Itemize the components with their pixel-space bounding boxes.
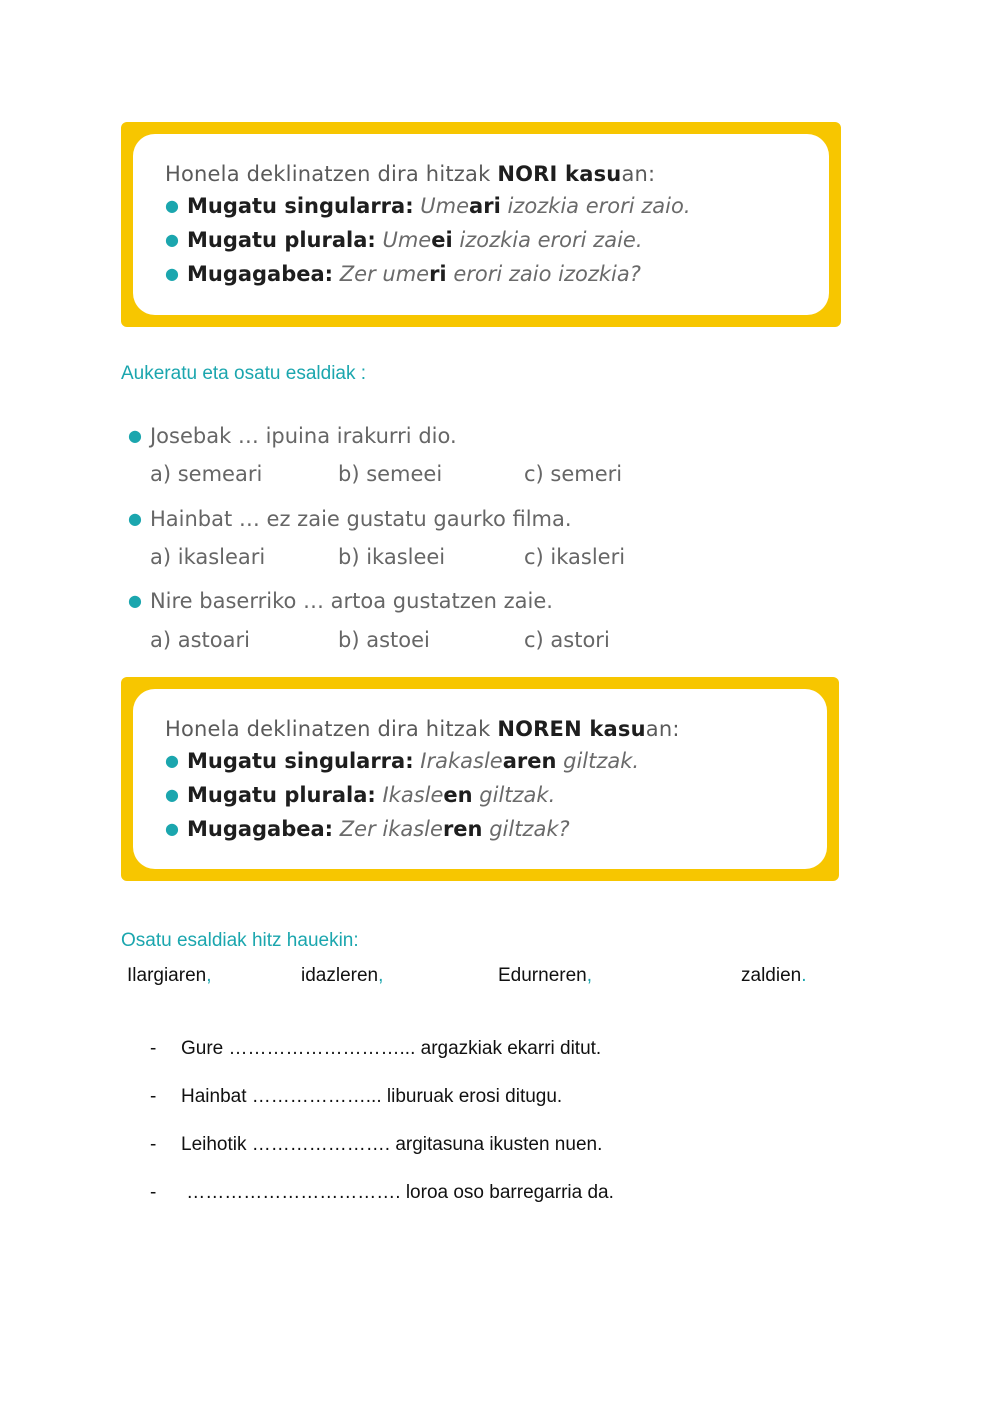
option-c[interactable]: c) ikasleri [524, 545, 626, 569]
question-3: ● Nire baserriko … artoa gustatzen zaie. [128, 589, 553, 613]
option-b[interactable]: b) astoei [338, 628, 430, 652]
noren-info-box [121, 677, 839, 881]
fill-sentence-2: - Hainbat ………………... liburuak erosi ditugu. [150, 1086, 563, 1107]
example-text: Zer ikasleren giltzak? [339, 817, 570, 841]
option-c[interactable]: c) semeri [524, 462, 623, 486]
bullet-icon: ● [165, 785, 179, 804]
bullet-icon: ● [165, 751, 179, 770]
bullet-icon: ● [165, 230, 179, 249]
noren-row-indefinite: ● Mugagabea: Zer ikasleren giltzak? [165, 817, 570, 841]
noren-box-title: Honela deklinatzen dira hitzak NOREN kasuan: [165, 717, 680, 741]
bullet-icon: ● [128, 591, 142, 610]
word-bank-item: zaldien. [741, 965, 807, 986]
noren-row-singular: ● Mugatu singularra: Irakaslearen giltzak. [165, 749, 640, 773]
fill-sentence-1: - Gure ………………………... argazkiak ekarri ditut. [150, 1038, 602, 1059]
example-text: Irakaslearen giltzak. [420, 749, 640, 773]
question-2: ● Hainbat … ez zaie gustatu gaurko filma. [128, 507, 572, 531]
option-a[interactable]: a) astoari [150, 628, 250, 652]
option-b[interactable]: b) ikasleei [338, 545, 446, 569]
fill-sentence-3: - Leihotik …………………. argitasuna ikusten nuen. [150, 1134, 603, 1155]
option-a[interactable]: a) semeari [150, 462, 263, 486]
example-text: Ikasleen giltzak. [382, 783, 556, 807]
section-heading-choose: Aukeratu eta osatu esaldiak : [121, 363, 367, 384]
example-text: Umeari izozkia erori zaio. [420, 194, 691, 218]
option-a[interactable]: a) ikasleari [150, 545, 266, 569]
nori-row-indefinite: ● Mugagabea: Zer umeri erori zaio izozkia? [165, 262, 641, 286]
fill-sentence-4: - ……………………………. loroa oso barregarria da. [150, 1182, 614, 1203]
noren-info-box-inner [133, 689, 827, 869]
bullet-icon: ● [128, 426, 142, 445]
section-heading-complete: Osatu esaldiak hitz hauekin: [121, 930, 359, 951]
option-b[interactable]: b) semeei [338, 462, 443, 486]
nori-row-plural: ● Mugatu plurala: Umeei izozkia erori zaie. [165, 228, 643, 252]
nori-info-box-inner [133, 134, 829, 315]
word-bank-item: Edurneren, [498, 965, 593, 986]
bullet-icon: ● [165, 196, 179, 215]
bullet-icon: ● [165, 819, 179, 838]
example-text: Zer umeri erori zaio izozkia? [339, 262, 641, 286]
word-bank-item: Ilargiaren, [127, 965, 212, 986]
question-1: ● Josebak … ipuina irakurri dio. [128, 424, 457, 448]
nori-info-box [121, 122, 841, 327]
bullet-icon: ● [165, 264, 179, 283]
nori-box-title: Honela deklinatzen dira hitzak NORI kasuan: [165, 162, 656, 186]
bullet-icon: ● [128, 509, 142, 528]
noren-row-plural: ● Mugatu plurala: Ikasleen giltzak. [165, 783, 556, 807]
example-text: Umeei izozkia erori zaie. [382, 228, 643, 252]
nori-row-singular: ● Mugatu singularra: Umeari izozkia erori zaio. [165, 194, 691, 218]
option-c[interactable]: c) astori [524, 628, 610, 652]
word-bank-item: idazleren, [301, 965, 384, 986]
